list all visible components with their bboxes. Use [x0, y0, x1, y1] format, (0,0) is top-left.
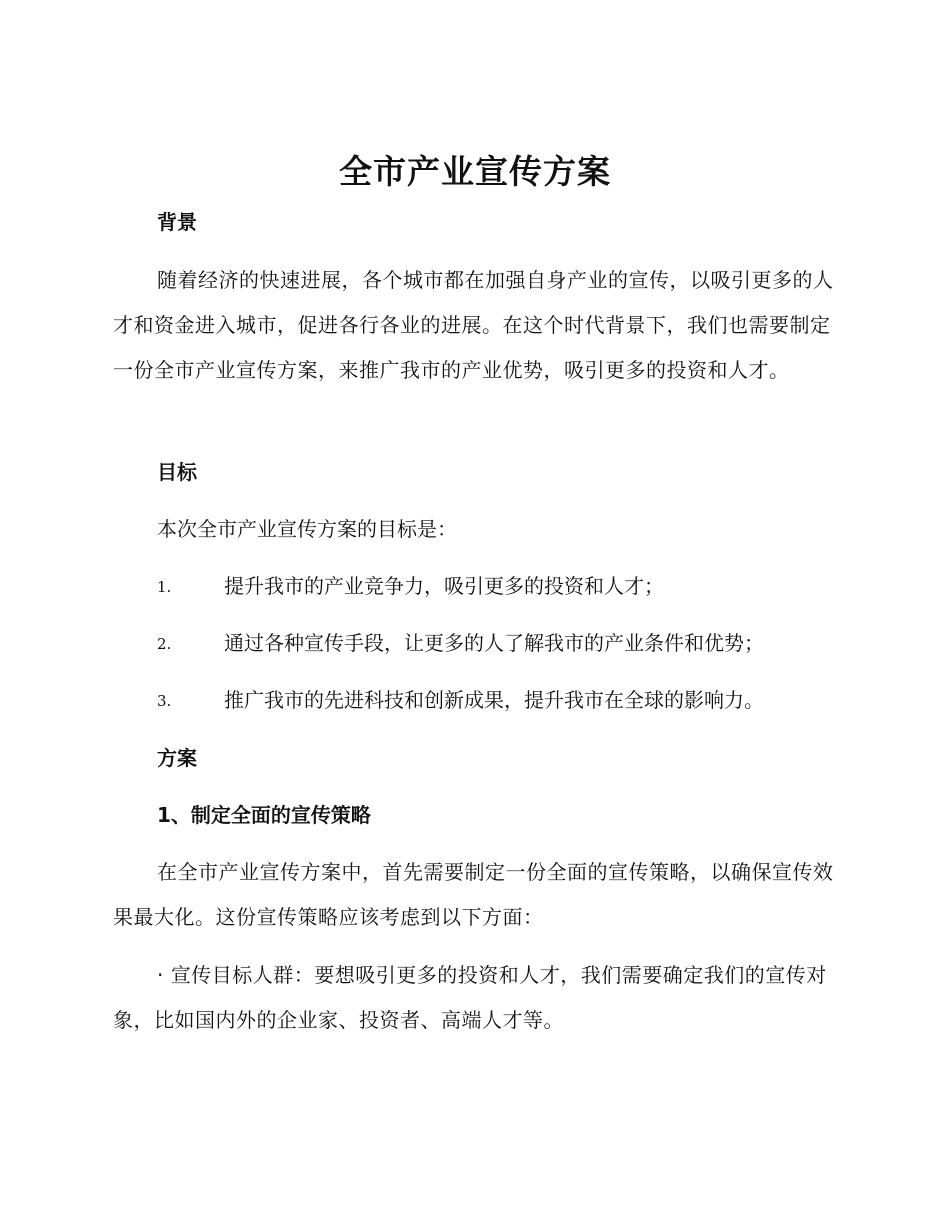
list-text: 提升我市的产业竞争力，吸引更多的投资和人才；: [224, 574, 664, 598]
section-heading-plan: 方案: [157, 746, 197, 770]
section-heading-background: 背景: [157, 210, 197, 234]
list-text: 通过各种宣传手段，让更多的人了解我市的产业条件和优势；: [224, 631, 764, 655]
document-title: 全市产业宣传方案: [339, 152, 611, 191]
plan-subheading: 1、制定全面的宣传策略: [157, 803, 371, 827]
list-number: 2.: [157, 635, 172, 653]
section-heading-goals: 目标: [157, 460, 197, 484]
background-paragraph: 随着经济的快速进展，各个城市都在加强自身产业的宣传，以吸引更多的人才和资金进入城市，促进各行各业的进展。在这个时代背景下，我们也需要制定一份全市产业宣传方案，来推广我市的产业优势，吸引更多的投资和人才。: [113, 268, 834, 382]
plan-paragraph: 在全市产业宣传方案中，首先需要制定一份全面的宣传策略，以确保宣传效果最大化。这份宣传策略应该考虑到以下方面：: [113, 860, 834, 929]
list-number: 1.: [157, 578, 172, 596]
list-text: 推广我市的先进科技和创新成果，提升我市在全球的影响力。: [224, 688, 764, 712]
goal-list-item: [157, 629, 847, 659]
goal-list-item: [157, 572, 847, 602]
goal-list-item: [157, 686, 847, 716]
plan-bullet-paragraph: · 宣传目标人群：要想吸引更多的投资和人才，我们需要确定我们的宣传对象，比如国内外的企业家、投资者、高端人才等。: [113, 963, 827, 1032]
goals-intro: 本次全市产业宣传方案的目标是：: [157, 517, 457, 541]
list-number: 3.: [157, 692, 172, 710]
